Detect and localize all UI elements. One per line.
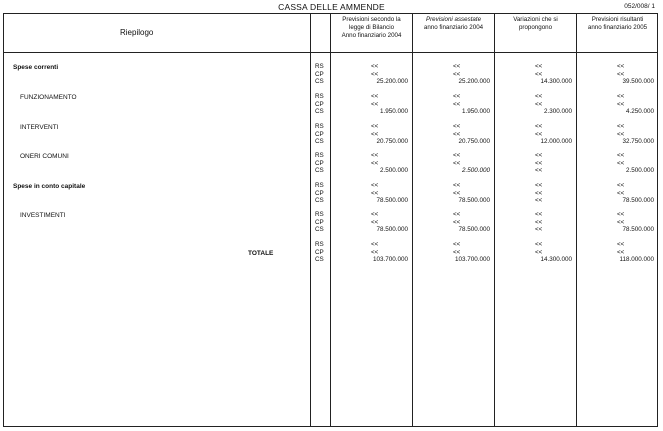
row-codes: RS CP CS [315,123,324,146]
value-cell: << << << [535,182,543,205]
row-codes: RS CP CS [315,241,324,264]
value-cell: << << 39.500.000 [617,63,654,86]
value-cell: << << 118.000.000 [617,241,654,264]
row-label: INTERVENTI [20,124,59,131]
value-cell: << << 20.750.000 [371,123,408,146]
value-cell: << << 14.300.000 [535,63,572,86]
header-col4: Previsioni risultanti anno finanziario 2005 [587,16,648,31]
document-title: CASSA DELLE AMMENDE [278,2,385,12]
value-cell: << << 2.500.000 [453,152,490,175]
value-cell: << << 2.500.000 [371,152,408,175]
value-cell: << << 103.700.000 [453,241,490,264]
header-col1: Previsioni secondo la legge di Bilancio Anno finanziario 2004 [341,16,402,39]
column-divider [330,13,331,427]
row-label: Spese correnti [13,64,59,71]
value-cell: << << 1.950.000 [453,93,490,116]
value-cell: << << 103.700.000 [371,241,408,264]
row-label: INVESTIMENTI [20,212,66,219]
value-cell: << << << [535,211,543,234]
value-cell: << << 14.300.000 [535,241,572,264]
value-cell: << << 25.200.000 [371,63,408,86]
value-cell: << << 78.500.000 [617,182,654,205]
header-col3: Variazioni che si propongono [513,16,558,31]
value-cell: << << 78.500.000 [453,211,490,234]
value-cell: << << 2.300.000 [535,93,572,116]
value-cell: << << 32.750.000 [617,123,654,146]
value-cell: << << 2.500.000 [617,152,654,175]
header-riepilogo: Riepilogo [120,28,154,37]
row-codes: RS CP CS [315,93,324,116]
value-cell: << << << [535,152,543,175]
value-cell: << << 78.500.000 [371,211,408,234]
row-codes: RS CP CS [315,182,324,205]
row-codes: RS CP CS [315,63,324,86]
value-cell: << << 78.500.000 [371,182,408,205]
row-label: FUNZIONAMENTO [20,94,77,101]
column-divider [310,13,311,427]
row-label: ONERI COMUNI [20,153,69,160]
value-cell: << << 78.500.000 [617,211,654,234]
value-cell: << << 78.500.000 [453,182,490,205]
value-cell: << << 25.200.000 [453,63,490,86]
row-codes: RS CP CS [315,211,324,234]
row-label: Spese in conto capitale [13,183,86,190]
row-codes: RS CP CS [315,152,324,175]
value-cell: << << 20.750.000 [453,123,490,146]
row-label: TOTALE [248,250,274,257]
value-cell: << << 12.000.000 [535,123,572,146]
value-cell: << << 4.250.000 [617,93,654,116]
page-code: 052/008/ 1 [624,3,655,10]
value-cell: << << 1.950.000 [371,93,408,116]
header-col2: Previsioni assestate anno finanziario 2004 [423,16,484,31]
